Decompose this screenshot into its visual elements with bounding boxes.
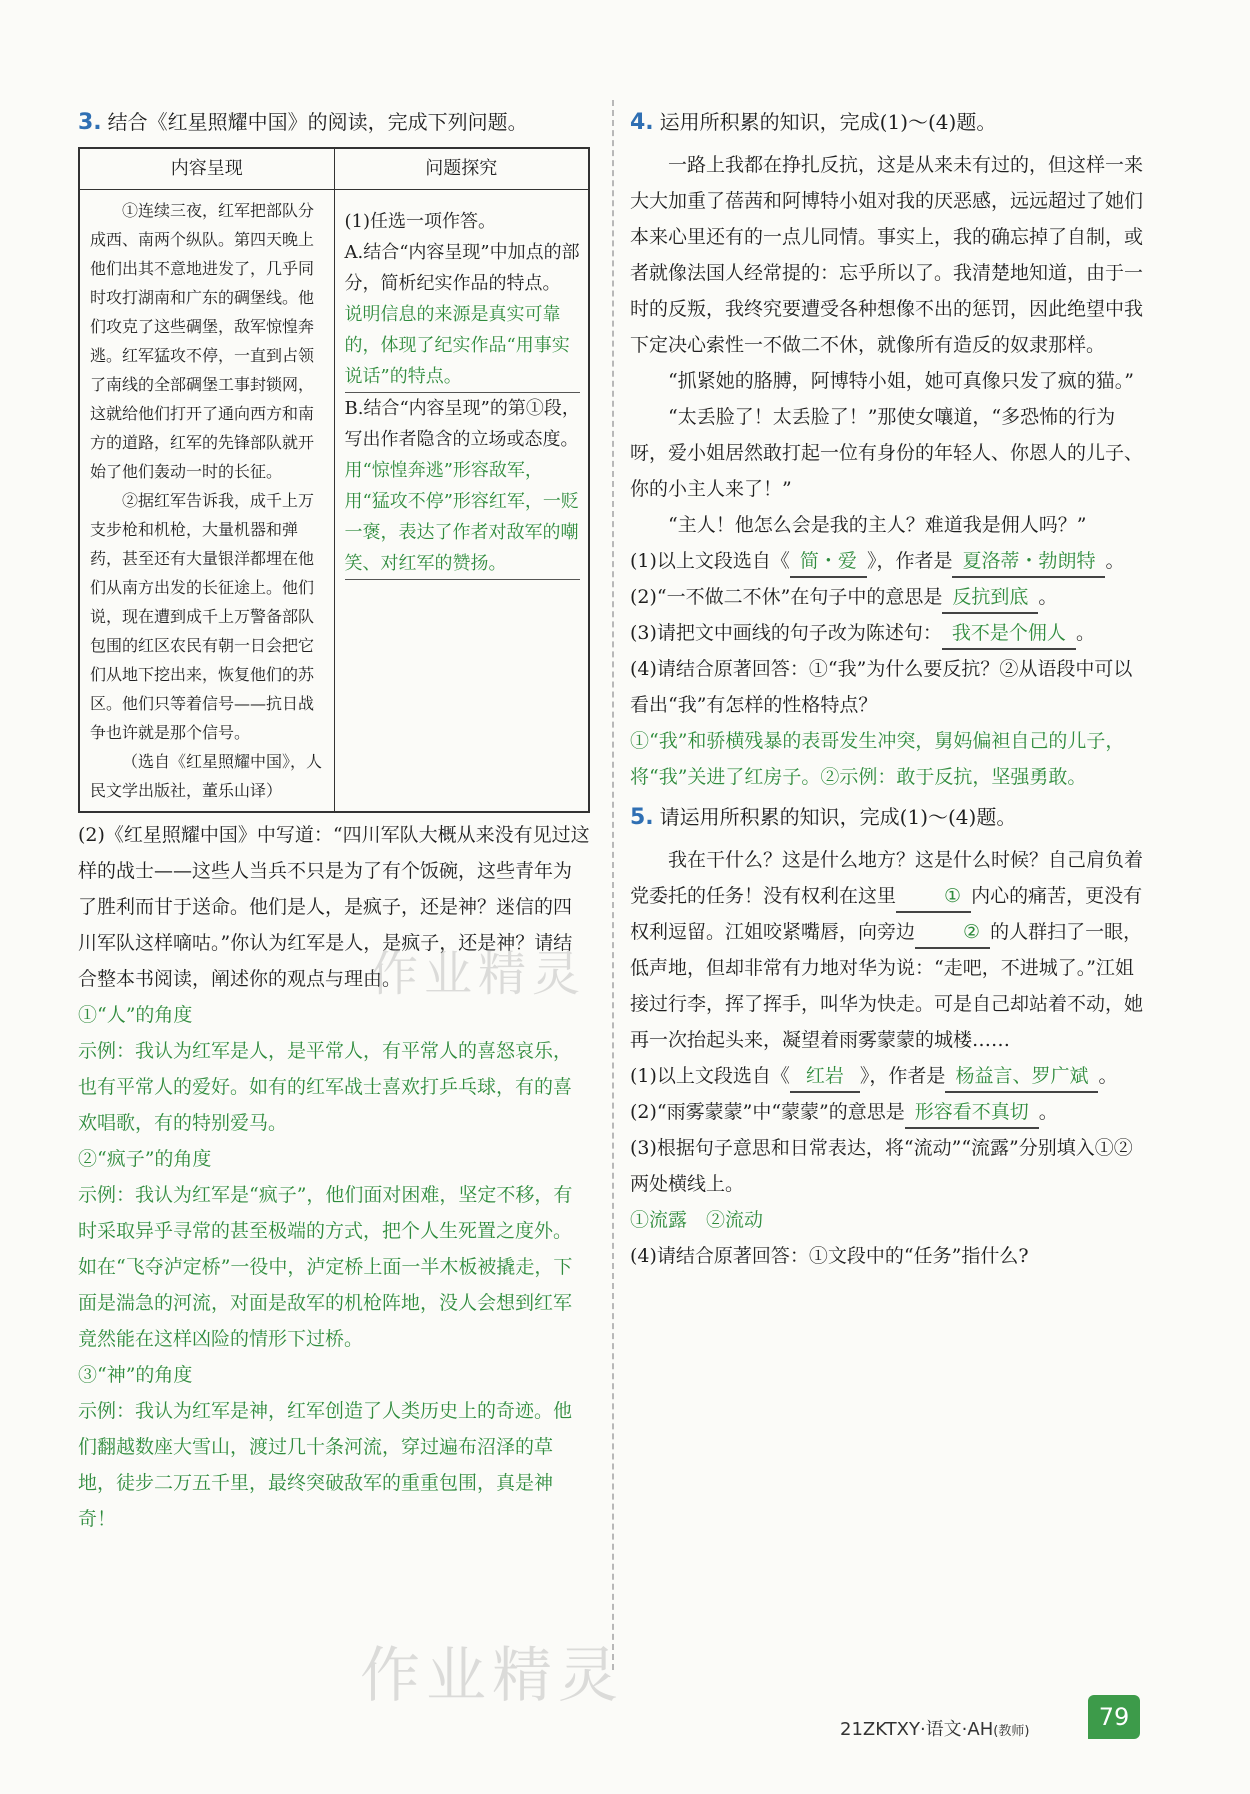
q5-sub1-prefix: (1)以上文段选自《 xyxy=(630,1065,790,1087)
q5-sub2-answer: 形容看不真切 xyxy=(905,1097,1039,1129)
footer-tag: (教师) xyxy=(993,1724,1030,1739)
angle2-text: 示例：我认为红军是“疯子”，他们面对困难，坚定不移，有时采取异乎寻常的甚至极端的方式，把个人生死置之度外。如在“飞夺泸定桥”一役中，泸定桥上面一半木板被撬走，下面是湍急的河流，对面是敌军的机枪阵地，没人会想到红军竟然能在这样凶险的情形下过桥。 xyxy=(78,1184,573,1350)
q5-sub1 xyxy=(630,1058,1145,1094)
q4-sub2-end: 。 xyxy=(1038,586,1058,608)
content-paragraph-2: ②据红军告诉我，成千上万支步枪和机枪，大量机器和弹药，甚至还有大量银洋都埋在他们从南方出发的长征途上。他们说，现在遭到成千上万警备部队包围的红区农民有朝一日会把它们从地下挖出来，恢复他们的苏区。他们只等着信号——抗日战争也许就是那个信号。 xyxy=(90,491,315,742)
q5-passage-a: 我在干什么？这是什么地方？这是什么时候？自己肩负着党委托的任务！没有权利在这里 xyxy=(630,849,1144,907)
q3-table xyxy=(78,147,590,813)
q3-title: 结合《红星照耀中国》的阅读，完成下列问题。 xyxy=(107,110,528,134)
q5-sub1-end: 。 xyxy=(1098,1065,1118,1087)
content-paragraph-1: ①连续三夜，红军把部队分成西、南两个纵队。第四天晚上他们出其不意地进发了，几乎同时攻打湖南和广东的碉堡线。他们攻克了这些碉堡，敌军惊惶奔逃。红军猛攻不停，一直到占领了南线的全部碉堡工事封锁网，这就给他们打开了通向西方和南方的道路，红军的先锋部队就开始了他们轰动一时的长征。 xyxy=(90,201,315,481)
table-content-cell xyxy=(79,190,334,813)
column-divider xyxy=(612,100,614,1670)
q4-number: 4. xyxy=(630,110,654,135)
q5-sub4-question: (4)请结合原著回答：①文段中的“任务”指什么? xyxy=(630,1245,1029,1267)
q5-sub3-answer: ①流露 ②流动 xyxy=(630,1209,764,1231)
table-header-explore: 问题探究 xyxy=(334,148,589,190)
angle1-title: ①“人”的角度 xyxy=(78,1004,193,1026)
table-header-content: 内容呈现 xyxy=(79,148,334,190)
q5-sub2-prefix: (2)“雨雾蒙蒙”中“蒙蒙”的意思是 xyxy=(630,1101,905,1123)
q4-sub4-answer: ①“我”和骄横残暴的表哥发生冲突，舅妈偏袒自己的儿子，将“我”关进了红房子。②示例：敢于反抗，坚强勇敢。 xyxy=(630,730,1125,788)
q4-sub1-end: 。 xyxy=(1105,550,1125,572)
angle3-title: ③“神”的角度 xyxy=(78,1364,193,1386)
q5-sub1-mid: 》，作者是 xyxy=(859,1065,946,1087)
q4-sub2-answer: 反抗到底 xyxy=(942,582,1038,614)
answer-option-b: 用“惊惶奔逃”形容敌军，用“猛攻不停”形容红军，一贬一褒，表达了作者对敌军的嘲笑、对红军的赞扬。 xyxy=(345,455,581,580)
q4-passage-1: 一路上我都在挣扎反抗，这是从来未有过的，但这样一来大大加重了蓓茜和阿博特小姐对我的厌恶感，远远超过了她们本来心里还有的一点儿同情。事实上，我的确忘掉了自制，或者就像法国人经常提的：忘乎所以了。我清楚地知道，由于一时的反叛，我终究要遭受各种想像不出的惩罚，因此绝望中我下定决心索性一不做二不休，就像所有造反的奴隶那样。 xyxy=(630,154,1144,356)
explore-intro: (1)任选一项作答。 xyxy=(344,211,496,232)
q4-sub3 xyxy=(630,615,1145,651)
footer-code-text: 21ZKTXY·语文·AH xyxy=(840,1719,994,1740)
q4-sub3-prefix: (3)请把文中画线的句子改为陈述句： xyxy=(630,622,942,644)
angle1-text: 示例：我认为红军是人，是平常人，有平常人的喜怒哀乐，也有平常人的爱好。如有的红军战士喜欢打乒乓球，有的喜欢唱歌，有的特别爱马。 xyxy=(78,1040,573,1134)
q5-title: 请运用所积累的知识，完成(1)～(4)题。 xyxy=(659,805,1017,829)
q4-sub3-answer: 我不是个佣人 xyxy=(942,618,1076,650)
q4-sub4-question: (4)请结合原著回答：①“我”为什么要反抗？②从语段中可以看出“我”有怎样的性格特点？ xyxy=(630,658,1133,716)
content-source: （选自《红星照耀中国》，人民文学出版社，董乐山译） xyxy=(90,752,323,800)
q5-sub1-book-answer: 红岩 xyxy=(790,1061,860,1093)
q3-heading xyxy=(78,104,590,141)
q4-passage-4: “主人！他怎么会是我的主人？难道我是佣人吗？” xyxy=(668,514,1087,536)
q4-sub1 xyxy=(630,543,1145,579)
q4-sub2 xyxy=(630,579,1145,615)
watermark-middle: 作业精灵 xyxy=(370,946,587,1002)
q5-sub2 xyxy=(630,1094,1145,1130)
q5-passage-b: 内心的痛苦，更没有权利逗留。江姐咬紧嘴唇，向旁边 xyxy=(630,885,1143,943)
q4-sub1-mid: 》，作者是 xyxy=(866,550,953,572)
q5-heading xyxy=(630,799,1145,836)
explore-option-a: A.结合“内容呈现”中加点的部分，简析纪实作品的特点。 xyxy=(344,242,580,294)
left-column xyxy=(78,104,590,1537)
explore-option-b: B.结合“内容呈现”的第①段，写出作者隐含的立场或态度。 xyxy=(344,398,580,450)
q5-sub3-question: (3)根据句子意思和日常表达，将“流动”“流露”分别填入①②两处横线上。 xyxy=(630,1137,1133,1195)
q4-sub1-prefix: (1)以上文段选自《 xyxy=(630,550,790,572)
table-explore-cell xyxy=(334,190,589,813)
q4-sub1-book-answer: 简・爱 xyxy=(790,546,867,578)
q5-sub1-author-answer: 杨益言、罗广斌 xyxy=(945,1061,1098,1093)
answer-option-a: 说明信息的来源是真实可靠的，体现了纪实作品“用事实说话”的特点。 xyxy=(345,299,581,393)
q4-sub3-end: 。 xyxy=(1075,622,1095,644)
angle2-title: ②“疯子”的角度 xyxy=(78,1148,212,1170)
q4-sub1-author-answer: 夏洛蒂・勃朗特 xyxy=(952,546,1105,578)
q3-number: 3. xyxy=(78,110,102,135)
q5-blank-1: ① xyxy=(896,881,971,913)
q5-sub2-end: 。 xyxy=(1038,1101,1058,1123)
q5-passage-c: 的人群扫了一眼，低声地，但却非常有力地对华为说：“走吧，不进城了。”江姐接过行李，挥了挥手，叫华为快走。可是自己却站着不动，她再一次抬起头来，凝望着雨雾蒙蒙的城楼…… xyxy=(630,921,1144,1051)
page-number-badge: 79 xyxy=(1088,1695,1140,1739)
q3-sub2-question: (2)《红星照耀中国》中写道：“四川军队大概从来没有见过这样的战士——这些人当兵不只是为了有个饭碗，这些青年为了胜利而甘于送命。他们是人，是疯子，还是神？迷信的四川军队这样嘀咕。”你认为红军是人，是疯子，还是神？请结合整本书阅读，阐述你的观点与理由。 xyxy=(78,824,590,990)
q4-sub2-prefix: (2)“一不做二不休”在句子中的意思是 xyxy=(630,586,943,608)
watermark-bottom: 作业精灵 xyxy=(360,1641,624,1711)
q4-passage-2: “抓紧她的胳膊，阿博特小姐，她可真像只发了疯的猫。” xyxy=(668,370,1134,392)
angle3-text: 示例：我认为红军是神，红军创造了人类历史上的奇迹。他们翻越数座大雪山，渡过几十条河流，穿过遍布沼泽的草地，徒步二万五千里，最终突破敌军的重重包围，真是神奇！ xyxy=(78,1400,573,1530)
q5-number: 5. xyxy=(630,805,654,830)
footer-code xyxy=(840,1715,1029,1741)
q4-title: 运用所积累的知识，完成(1)～(4)题。 xyxy=(659,110,997,134)
q5-passage xyxy=(630,842,1145,1058)
right-column xyxy=(630,104,1145,1274)
q4-heading xyxy=(630,104,1145,141)
q5-blank-2: ② xyxy=(915,917,990,949)
q4-passage-3: “太丢脸了！太丢脸了！”那使女嚷道，“多恐怖的行为呀，爱小姐居然敢打起一位有身份的年轻人、你恩人的儿子、你的小主人来了！” xyxy=(630,406,1144,500)
